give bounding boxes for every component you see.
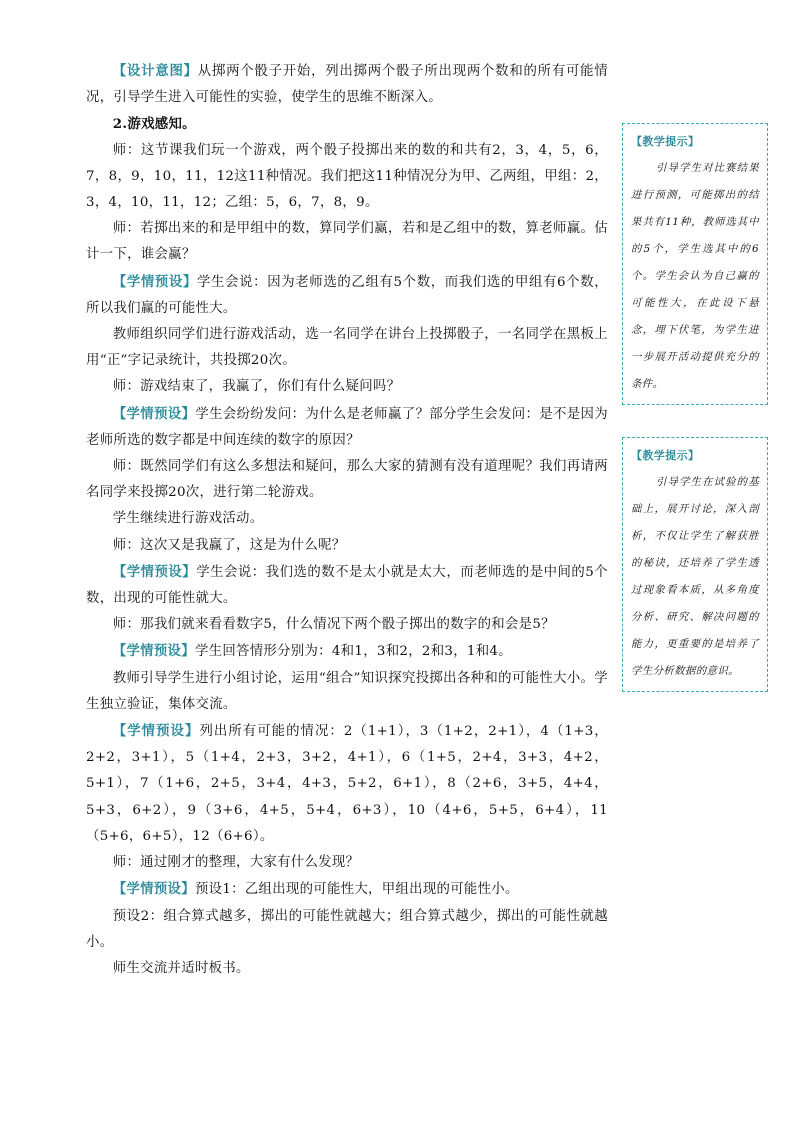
lesson-body xyxy=(86,58,608,982)
preset-tag: 【学情预设】 xyxy=(112,273,198,290)
paragraph-preset-1 xyxy=(86,269,608,322)
paragraph-preset-2-conclusion: 预设2：组合算式越多，掷出的可能性就越大；组合算式越少，掷出的可能性就越小。 xyxy=(86,908,608,950)
paragraph-activity: 教师组织同学们进行游戏活动，选一名同学在讲台上投掷骰子，一名同学在黑板上用“正”字记录统计，共投掷20次。 xyxy=(86,327,608,369)
preset-text: 学生回答情形分别为：4和1，3和2，2和3，1和4。 xyxy=(194,644,512,660)
paragraph-number-five: 师：那我们就来看看数字5，什么情况下两个骰子掷出的数字的和会是5？ xyxy=(112,617,555,633)
paragraph-continue: 学生继续进行游戏活动。 xyxy=(112,511,264,527)
paragraph-group-discussion: 教师引导学生进行小组讨论，运用“组合”知识探究投掷出各种和的可能性大小。学生独立验证，集体交流。 xyxy=(86,670,608,712)
preset-text: 学生会说：因为老师选的乙组有5个数，而我们选的甲组有6个数，所以我们赢的可能性大。 xyxy=(86,274,608,316)
paragraph-blackboard: 师生交流并适时板书。 xyxy=(112,960,250,976)
paragraph-why: 师：这次又是我赢了，这是为什么呢？ xyxy=(112,537,346,553)
design-intent-tag: 【设计意图】 xyxy=(112,63,198,79)
preset-tag: 【学情预设】 xyxy=(112,405,196,422)
preset-text: 学生会纷纷发问：为什么是老师赢了？部分学生会发问：是不是因为老师所选的数字都是中间连续的数字的原因？ xyxy=(86,406,608,448)
preset-tag: 【学情预设】 xyxy=(112,643,195,660)
teaching-tip-text: 引导学生在试验的基础上，展开讨论，深入剖析，不仅让学生了解获胜的秘诀，还培养了学生透过现象看本质，从多角度分析、研究、解决问题的能力，更重要的是培养了学生分析数据的意识。 xyxy=(631,476,759,677)
paragraph-preset-4 xyxy=(86,638,608,665)
teaching-tip-title: 【教学提示】 xyxy=(631,135,700,148)
teaching-tip-text: 引导学生对比赛结果进行预测，可能掷出的结果共有11种，教师选其中的5个，学生选其中的6个。学生会认为自己赢的可能性大，在此设下悬念，埋下伏笔，为学生进一步展开活动提供充分的条件。 xyxy=(631,162,759,390)
preset-tag: 【学情预设】 xyxy=(112,563,197,580)
design-intent-paragraph xyxy=(86,58,608,111)
paragraph-game-rules: 师：若掷出来的和是甲组中的数，算同学们赢，若和是乙组中的数，算老师赢。估计一下，谁会赢？ xyxy=(86,221,608,263)
section-heading: 2.游戏感知。 xyxy=(112,116,196,133)
preset-text: 预设1：乙组出现的可能性大，甲组出现的可能性小。 xyxy=(194,882,519,898)
teaching-tip-box-1 xyxy=(622,123,768,405)
paragraph-preset-3 xyxy=(86,559,608,612)
paragraph-second-round: 师：既然同学们有这么多想法和疑问，那么大家的猜测有没有道理呢？我们再请两名同学来投掷20次，进行第二轮游戏。 xyxy=(86,459,608,501)
teaching-tip-title: 【教学提示】 xyxy=(631,449,700,462)
design-intent-text: 从掷两个骰子开始，列出掷两个骰子所出现两个数和的所有可能情况，引导学生进入可能性的实验，使学生的思维不断深入。 xyxy=(86,64,608,106)
paragraph-preset-2 xyxy=(86,401,608,454)
paragraph-game-intro: 师：这节课我们玩一个游戏，两个骰子投掷出来的数的和共有2，3，4，5，6，7，8，9，10，11，12这11种情况。我们把这11种情况分为甲、乙两组，甲组：2，3，4，10，11，12；乙组：5，6，7，8，9。 xyxy=(86,142,608,211)
preset-text: 学生会说：我们选的数不是太小就是太大，而老师选的是中间的5个数，出现的可能性就大。 xyxy=(86,564,608,607)
paragraph-findings: 师：通过刚才的整理，大家有什么发现？ xyxy=(112,855,360,871)
paragraph-game-over: 师：游戏结束了，我赢了，你们有什么疑问吗？ xyxy=(112,379,401,395)
preset-tag: 【学情预设】 xyxy=(112,881,195,898)
paragraph-preset-5 xyxy=(86,718,608,850)
paragraph-preset-6 xyxy=(86,876,608,903)
preset-tag: 【学情预设】 xyxy=(112,723,200,740)
teaching-tip-box-2 xyxy=(622,437,768,692)
preset-text: 列出所有可能的情况：2（1+1），3（1+2，2+1），4（1+3，2+2，3+1），5（1+4，2+3，3+2，4+1），6（1+5，2+4，3+3，4+2，5+1），7（1+6，2+5，3+4，4+3，5+2，6+1），8（2+6，3+5，4+4，5+3，6+2），9（3+6，4+5，5+4，6+3），10（4+6，5+5，6+4），11（5+6，6+5），12（6+6）。 xyxy=(86,724,608,844)
